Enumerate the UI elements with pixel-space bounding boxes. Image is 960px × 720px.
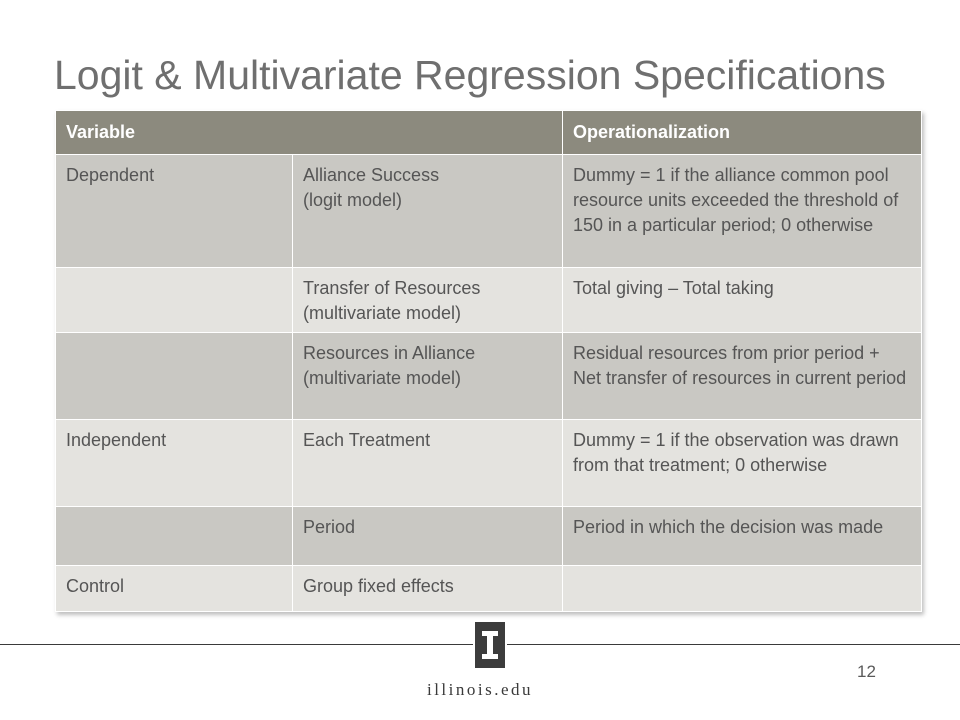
table-row <box>56 268 922 333</box>
specification-table <box>55 110 922 612</box>
row-operationalization-cell <box>563 566 922 612</box>
row-category-cell <box>56 268 293 333</box>
table-row <box>56 155 922 268</box>
table-row <box>56 566 922 612</box>
row-variable-cell: Alliance Success (logit model) <box>293 155 563 268</box>
footer-url: illinois.edu <box>426 680 534 699</box>
row-operationalization-cell: Dummy = 1 if the observation was drawn from that treatment; 0 otherwise <box>563 420 922 507</box>
slide-title: Logit & Multivariate Regression Specifications <box>54 52 886 98</box>
page-number: 12 <box>857 662 876 681</box>
header-variable: Variable <box>56 111 563 155</box>
row-variable-cell: Each Treatment <box>293 420 563 507</box>
row-operationalization-cell: Total giving – Total taking <box>563 268 922 333</box>
illinois-block-i-logo-icon <box>473 620 507 675</box>
row-operationalization-cell: Dummy = 1 if the alliance common pool resource units exceeded the threshold of 150 in a particular period; 0 otherwise <box>563 155 922 268</box>
row-variable-cell: Resources in Alliance (multivariate model) <box>293 333 563 420</box>
row-variable-cell: Transfer of Resources (multivariate model) <box>293 268 563 333</box>
table-row <box>56 420 922 507</box>
row-category-cell <box>56 333 293 420</box>
row-category-cell <box>56 507 293 566</box>
table-body <box>56 155 922 612</box>
row-category-cell: Independent <box>56 420 293 507</box>
row-operationalization-cell: Residual resources from prior period + Net transfer of resources in current period <box>563 333 922 420</box>
table-row <box>56 333 922 420</box>
row-variable-cell: Period <box>293 507 563 566</box>
header-operationalization: Operationalization <box>563 111 922 155</box>
row-variable-cell: Group fixed effects <box>293 566 563 612</box>
table-header-row <box>56 111 922 155</box>
row-category-cell: Dependent <box>56 155 293 268</box>
row-operationalization-cell: Period in which the decision was made <box>563 507 922 566</box>
row-category-cell: Control <box>56 566 293 612</box>
table-row <box>56 507 922 566</box>
